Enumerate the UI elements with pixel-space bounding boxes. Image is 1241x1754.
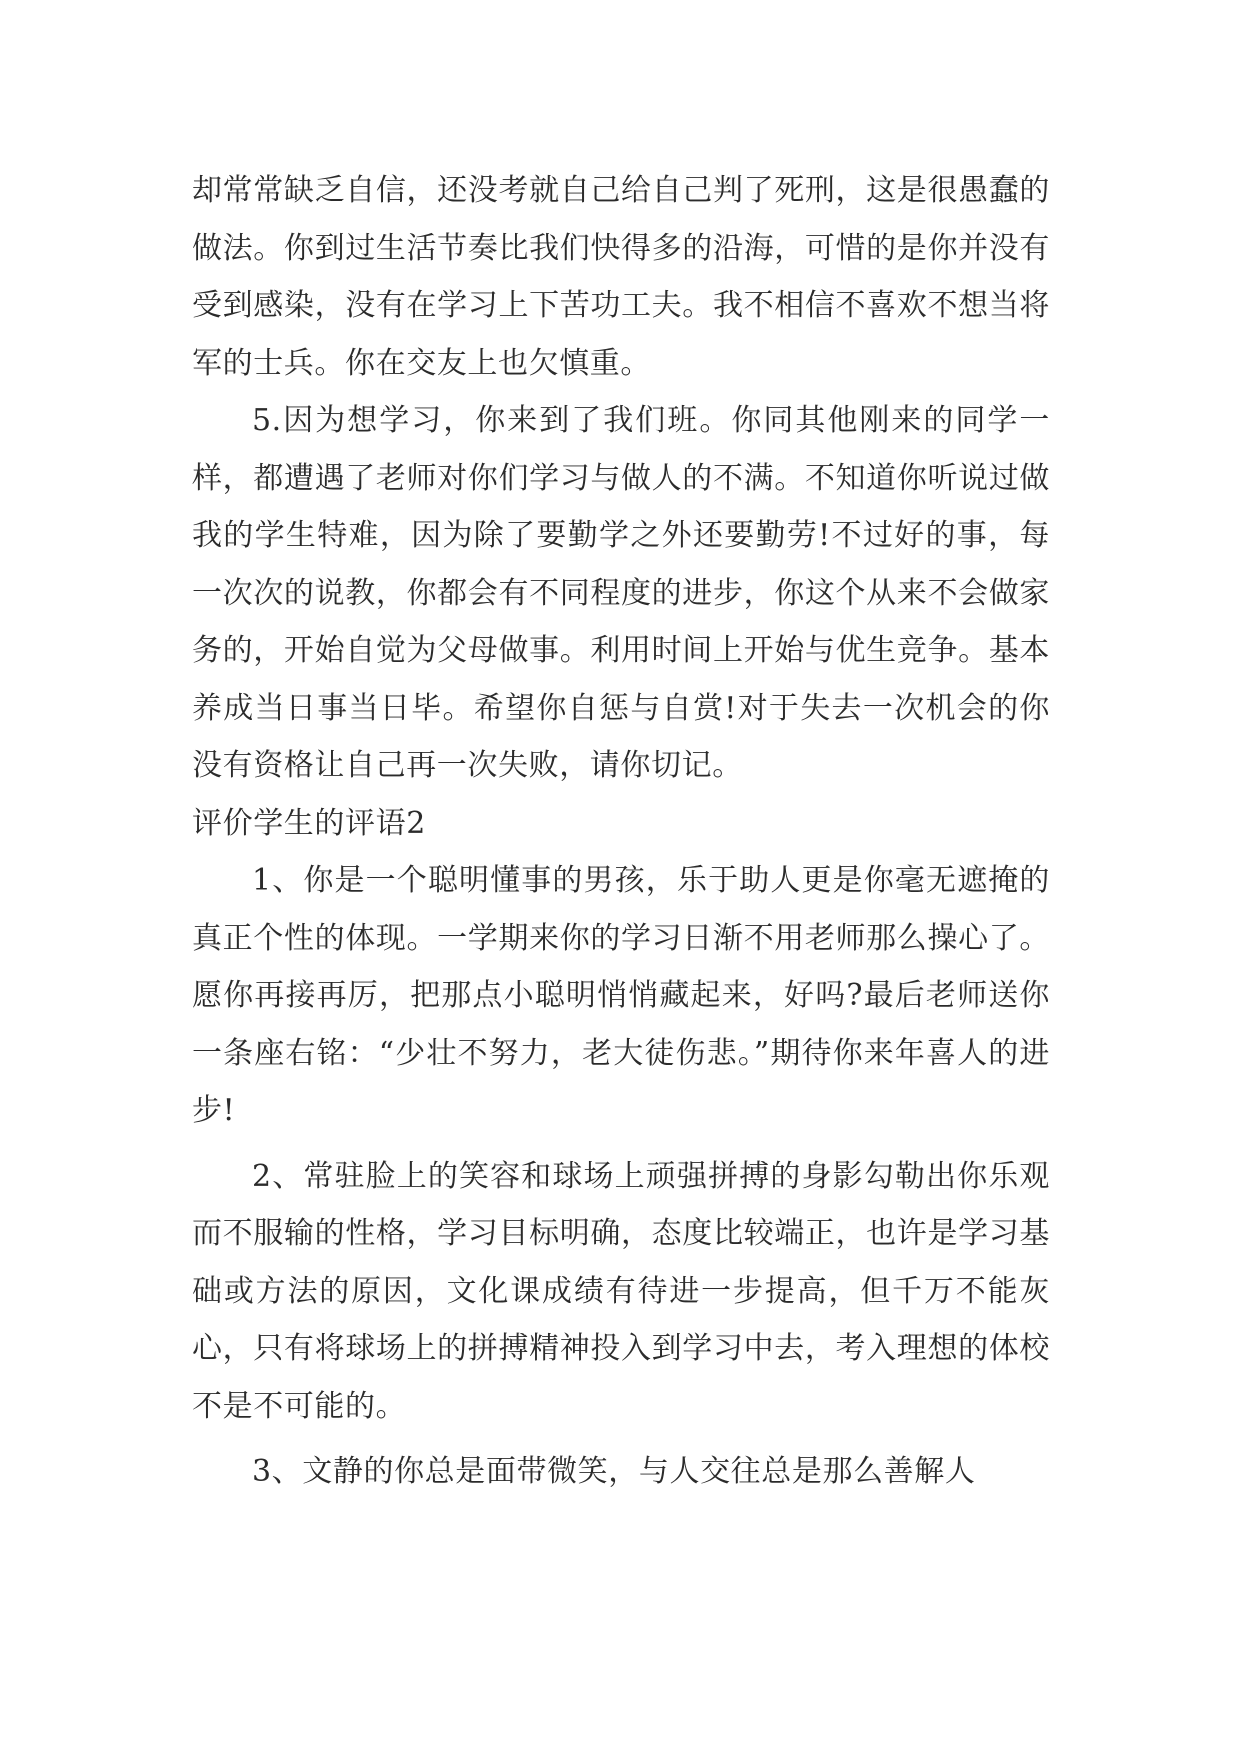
paragraph-spacer	[192, 1435, 1050, 1443]
section-paragraph-2: 2、常驻脸上的笑容和球场上顽强拼搏的身影勾勒出你乐观而不服输的性格，学习目标明确，态度比较端正，也许是学习基础或方法的原因，文化课成绩有待进一步提高，但千万不能灰心，只有将球场上的拼搏精神投入到学习中去，考入理想的体校不是不可能的。	[192, 1158, 1050, 1424]
document-body	[192, 162, 1050, 1501]
paragraph-continued: 却常常缺乏自信，还没考就自己给自己判了死刑，这是很愚蠢的做法。你到过生活节奏比我们快得多的沿海，可惜的是你并没有受到感染，没有在学习上下苦功工夫。我不相信不喜欢不想当将军的士兵。你在交友上也欠慎重。	[192, 173, 1050, 381]
section-paragraph-3: 3、文静的你总是面带微笑，与人交往总是那么善解人	[252, 1454, 976, 1489]
paragraph-spacer	[192, 1140, 1050, 1148]
paragraph-5: 5.因为想学习，你来到了我们班。你同其他刚来的同学一样，都遭遇了老师对你们学习与做人的不满。不知道你听说过做我的学生特难，因为除了要勤学之外还要勤劳!不过好的事，每一次次的说教，你都会有不同程度的进步，你这个从来不会做家务的，开始自觉为父母做事。利用时间上开始与优生竞争。基本养成当日事当日毕。希望你自惩与自赏!对于失去一次机会的你没有资格让自己再一次失败，请你切记。	[192, 403, 1050, 783]
section-paragraph-1: 1、你是一个聪明懂事的男孩，乐于助人更是你毫无遮掩的真正个性的体现。一学期来你的学习日渐不用老师那么操心了。愿你再接再厉，把那点小聪明悄悄藏起来，好吗?最后老师送你一条座右铭：“少壮不努力，老大徒伤悲。”期待你来年喜人的进步!	[192, 863, 1050, 1128]
section-title: 评价学生的评语2	[192, 805, 426, 841]
